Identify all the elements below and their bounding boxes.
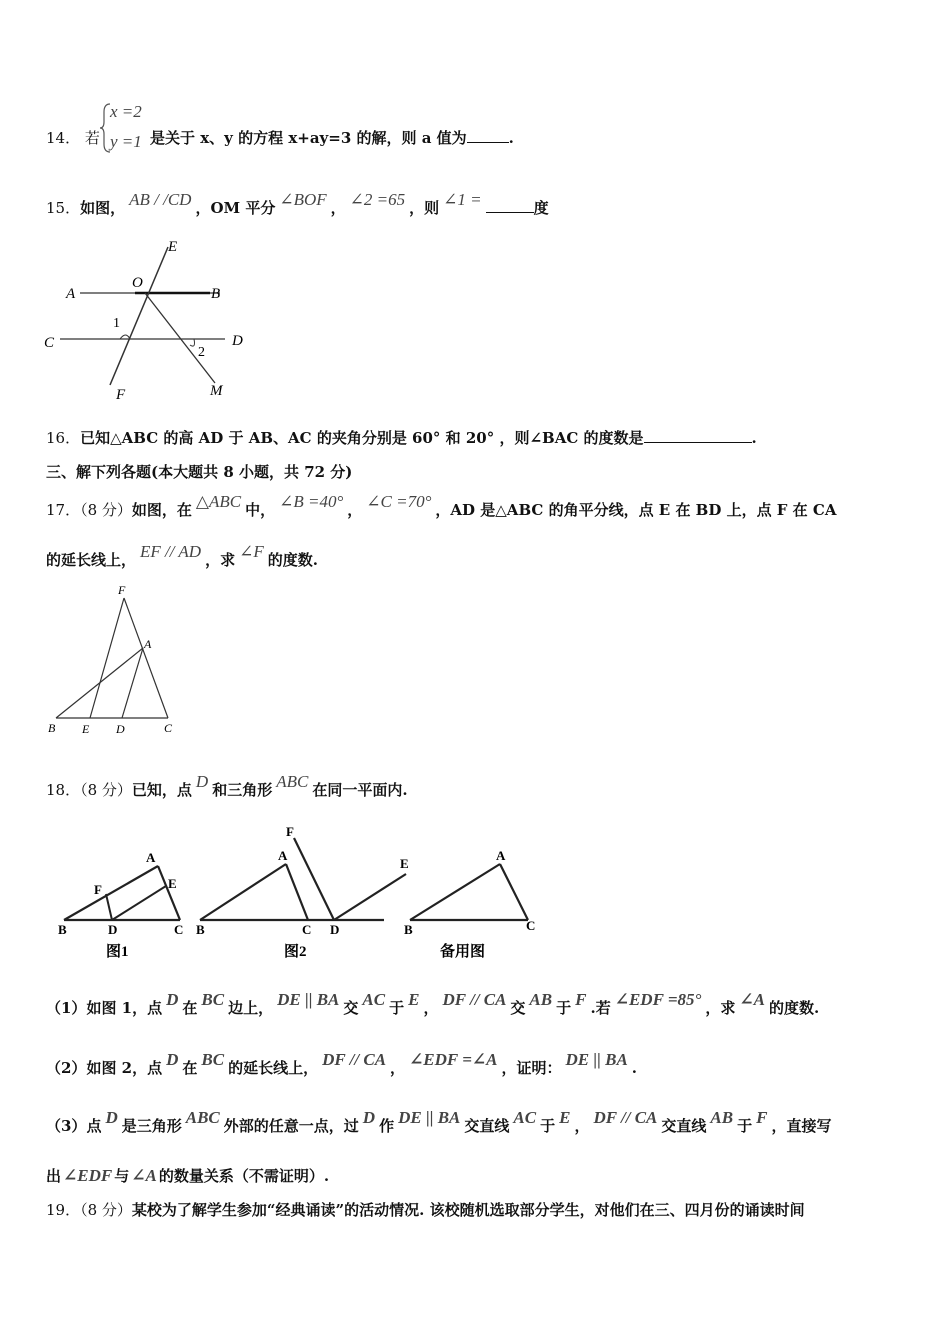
q18-p3-m3: D bbox=[362, 1108, 376, 1127]
q17-ask-end: 的度数. bbox=[267, 551, 318, 569]
q18-figure2 bbox=[196, 824, 409, 960]
q15-number: 15． bbox=[46, 199, 81, 217]
q17-math-b40: ∠B =40° bbox=[279, 492, 344, 511]
q18-p1-t3: 边上， bbox=[228, 999, 274, 1017]
q18-p2-label: （2） bbox=[46, 1059, 87, 1077]
q18-f1-label-b: B bbox=[58, 922, 67, 937]
q15-unit: 度 bbox=[533, 199, 549, 217]
q18-number: 18． bbox=[46, 781, 81, 799]
q18-p3-m8: AB bbox=[710, 1108, 734, 1127]
q17-text: ，AD 是△ABC 的角平分线，点 E 在 BD 上，点 F 在 CA bbox=[435, 501, 837, 519]
q18-f2-label-d: D bbox=[330, 922, 340, 937]
q18-p3-t9: 于 bbox=[737, 1117, 753, 1135]
q18-p2-t6: . bbox=[631, 1059, 638, 1077]
q17-math-ef-ad: EF // AD bbox=[140, 542, 202, 561]
q18-p2-m2: BC bbox=[201, 1050, 225, 1069]
q15-label-2: 2 bbox=[198, 345, 205, 360]
q18-figure3 bbox=[404, 848, 535, 960]
q17-math-c70: ∠C =70° bbox=[366, 492, 432, 511]
q18-f2-label-b: B bbox=[196, 922, 205, 937]
q18-p1-m5: E bbox=[408, 990, 420, 1009]
q17-zhong: 中， bbox=[245, 501, 276, 519]
q15-label-d: D bbox=[232, 333, 243, 349]
q18-p2-t2: 在 bbox=[182, 1059, 198, 1077]
q15-comma: ， bbox=[330, 199, 346, 217]
q18-end: 在同一平面内. bbox=[312, 781, 408, 799]
q17-line bbox=[46, 492, 837, 520]
q15-math-angle1: ∠1 = bbox=[443, 190, 482, 209]
q14-sys-line1: x =2 bbox=[110, 102, 142, 121]
q15-label-f: F bbox=[116, 387, 126, 403]
q16-number: 16． bbox=[46, 429, 81, 447]
q18-f1-label-a: A bbox=[146, 850, 156, 865]
q18-p3-t8: 交直线 bbox=[661, 1117, 707, 1135]
q18-f1-caption: 图1 bbox=[106, 944, 129, 960]
q18-p2-m4: ∠EDF =∠A bbox=[409, 1050, 498, 1069]
q18-p3-m2: ABC bbox=[185, 1108, 220, 1127]
q18-p3-m9: F bbox=[756, 1108, 768, 1127]
q17-math-abc: △ABC bbox=[195, 492, 242, 511]
section-three-heading: 三、解下列各题(本大题共 8 小题，共 72 分) bbox=[46, 463, 353, 481]
q18-math-d: D bbox=[195, 772, 209, 791]
q15-label-o: O bbox=[132, 275, 143, 291]
q18-p1-m10: ∠A bbox=[739, 990, 765, 1009]
q18-p3-t3: 外部的任意一点，过 bbox=[223, 1117, 359, 1135]
q18-p1-m8: F bbox=[575, 990, 587, 1009]
q16-answer-blank bbox=[644, 428, 752, 443]
q14-text-line bbox=[150, 128, 514, 148]
q18-f2-caption: 图2 bbox=[284, 944, 307, 960]
q18-f2-label-f: F bbox=[286, 824, 294, 839]
q18-line bbox=[46, 772, 408, 800]
q18-p1-t11: 的度数. bbox=[768, 999, 820, 1017]
q18-p2-m5: DE || BA bbox=[565, 1050, 628, 1069]
q18-f1-label-e: E bbox=[168, 876, 177, 891]
q17-label-f: F bbox=[118, 583, 126, 597]
q18-f1-label-c: C bbox=[174, 922, 184, 937]
q18-p2-t3: 的延长线上， bbox=[228, 1059, 319, 1077]
q18-lead: 已知，点 bbox=[131, 781, 192, 799]
q17-label-e: E bbox=[82, 722, 90, 736]
q18-p1-t7: 交 bbox=[510, 999, 526, 1017]
q19-score: （8 分） bbox=[80, 1201, 132, 1219]
q18-p1-m6: DF // CA bbox=[442, 990, 507, 1009]
q18-p1-t10: ，求 bbox=[705, 999, 736, 1017]
q18-f1-label-f: F bbox=[94, 882, 102, 897]
q15-then: ，则 bbox=[409, 199, 440, 217]
q15-label-m: M bbox=[210, 383, 223, 399]
q15-math-angle2: ∠2 =65 bbox=[349, 190, 406, 209]
q19-line bbox=[46, 1200, 805, 1220]
q18-p1-m7: AB bbox=[529, 990, 553, 1009]
q18-p3-m6: E bbox=[559, 1108, 571, 1127]
q18-p3-t5: 交直线 bbox=[464, 1117, 510, 1135]
q19-text: 某校为了解学生参加“经典诵读”的活动情况. 该校随机选取部分学生，对他们在三、四月份的诵读时间 bbox=[131, 1201, 805, 1219]
q17-line2 bbox=[46, 542, 318, 570]
q17-line2-lead: 的延长线上， bbox=[46, 551, 137, 569]
q15-label-c: C bbox=[44, 335, 55, 351]
q15-om: ，OM 平分 bbox=[195, 199, 276, 217]
q14-ruo: 若 bbox=[84, 129, 100, 147]
q15-figure bbox=[40, 235, 260, 405]
q18-figure1 bbox=[58, 850, 183, 960]
q18-p2-m1: D bbox=[166, 1050, 179, 1069]
q18-f3-label-b: B bbox=[404, 922, 413, 937]
q14-line bbox=[46, 128, 100, 148]
q18-p3-t6: 于 bbox=[540, 1117, 556, 1135]
q18-p1-t2: 在 bbox=[182, 999, 198, 1017]
q18-f3-caption: 备用图 bbox=[440, 944, 486, 960]
q18-part1 bbox=[46, 990, 820, 1018]
q18-p3-t7: ， bbox=[574, 1117, 590, 1135]
q17-lead: 如图，在 bbox=[131, 501, 192, 519]
q17-number: 17． bbox=[46, 501, 81, 519]
q18-f2-label-c: C bbox=[302, 922, 312, 937]
q18-p3-t1: 点 bbox=[86, 1117, 102, 1135]
q15-label-b: B bbox=[211, 286, 221, 302]
q18-p2-t1: 如图 2，点 bbox=[86, 1059, 163, 1077]
q15-answer-blank bbox=[486, 198, 534, 213]
q18-p3-m11: ∠A bbox=[131, 1166, 157, 1185]
q18-mid: 和三角形 bbox=[212, 781, 273, 799]
q17-label-b: B bbox=[48, 721, 56, 735]
q14-text: 是关于 x、y 的方程 x+ay=3 的解，则 a 值为 bbox=[150, 129, 467, 147]
q17-score: （8 分） bbox=[80, 501, 132, 519]
q18-part3 bbox=[46, 1108, 832, 1136]
q18-math-abc: ABC bbox=[276, 772, 309, 791]
q18-p2-t4: ， bbox=[390, 1059, 406, 1077]
q18-p1-m2: BC bbox=[201, 990, 225, 1009]
q15-label-a: A bbox=[66, 286, 76, 302]
q18-f2-label-a: A bbox=[278, 848, 288, 863]
q14-end: . bbox=[508, 129, 514, 147]
q18-p1-t4: 交 bbox=[343, 999, 359, 1017]
q18-p3-m7: DF // CA bbox=[593, 1108, 658, 1127]
q15-label-1: 1 bbox=[113, 316, 120, 331]
q18-p1-m4: AC bbox=[362, 990, 386, 1009]
q15-lead: 如图， bbox=[80, 199, 126, 217]
q17-figure bbox=[40, 580, 190, 740]
q18-p3-l2b: 与 bbox=[114, 1167, 130, 1185]
q18-p1-t5: 于 bbox=[389, 999, 405, 1017]
q18-p3-l2a: 出 bbox=[46, 1167, 62, 1185]
q18-figures bbox=[50, 820, 550, 970]
q15-math-bof: ∠BOF bbox=[279, 190, 327, 209]
q18-p2-t5: ，证明： bbox=[501, 1059, 562, 1077]
q18-p1-t9: .若 bbox=[590, 999, 611, 1017]
q18-p1-t1: 如图 1，点 bbox=[86, 999, 163, 1017]
q18-p1-t6: ， bbox=[423, 999, 439, 1017]
q18-p1-label: （1） bbox=[46, 999, 87, 1017]
q17-label-a: A bbox=[144, 637, 152, 651]
q18-p3-t4: 作 bbox=[379, 1117, 395, 1135]
q18-p3-l2c: 的数量关系（不需证明）. bbox=[158, 1167, 330, 1185]
q15-math-ab-cd: AB / /CD bbox=[129, 190, 192, 209]
q18-p1-m3: DE || BA bbox=[277, 990, 340, 1009]
q18-p1-m9: ∠EDF =85° bbox=[614, 990, 702, 1009]
q18-p3-m5: AC bbox=[513, 1108, 537, 1127]
q17-label-d: D bbox=[116, 722, 125, 736]
q16-line bbox=[46, 428, 757, 448]
q14-number: 14． bbox=[46, 129, 81, 147]
q18-p3-label: （3） bbox=[46, 1117, 87, 1135]
q17-math-f: ∠F bbox=[239, 542, 264, 561]
q18-score: （8 分） bbox=[80, 781, 132, 799]
q18-p3-t2: 是三角形 bbox=[121, 1117, 182, 1135]
q18-p3-m1: D bbox=[105, 1108, 118, 1127]
q16-text: 已知△ABC 的高 AD 于 AB、AC 的夹角分别是 60° 和 20° ，则∠BAC 的度数是 bbox=[80, 429, 644, 447]
q18-p1-t8: 于 bbox=[556, 999, 572, 1017]
q18-f2-label-e: E bbox=[400, 856, 409, 871]
q18-p2-m3: DF // CA bbox=[322, 1050, 387, 1069]
q18-f1-label-d: D bbox=[108, 922, 118, 937]
q18-p3-m4: DE || BA bbox=[398, 1108, 461, 1127]
q17-ask: ，求 bbox=[205, 551, 236, 569]
q18-part2 bbox=[46, 1050, 638, 1078]
q18-p3-t10: ，直接写 bbox=[771, 1117, 832, 1135]
q18-part3-line2 bbox=[46, 1166, 329, 1186]
q15-line bbox=[46, 190, 549, 218]
q15-label-e: E bbox=[168, 239, 178, 255]
q18-p3-m10: ∠EDF bbox=[63, 1166, 113, 1185]
q18-p1-m1: D bbox=[166, 990, 179, 1009]
q17-label-c: C bbox=[164, 721, 173, 735]
q14-sys-line2: y =1 bbox=[110, 132, 142, 151]
q14-answer-blank bbox=[467, 128, 509, 143]
q17-comma: ， bbox=[347, 501, 363, 519]
q18-f3-label-c: C bbox=[526, 918, 536, 933]
q16-end: . bbox=[751, 429, 757, 447]
q19-number: 19． bbox=[46, 1201, 81, 1219]
q18-f3-label-a: A bbox=[496, 848, 506, 863]
